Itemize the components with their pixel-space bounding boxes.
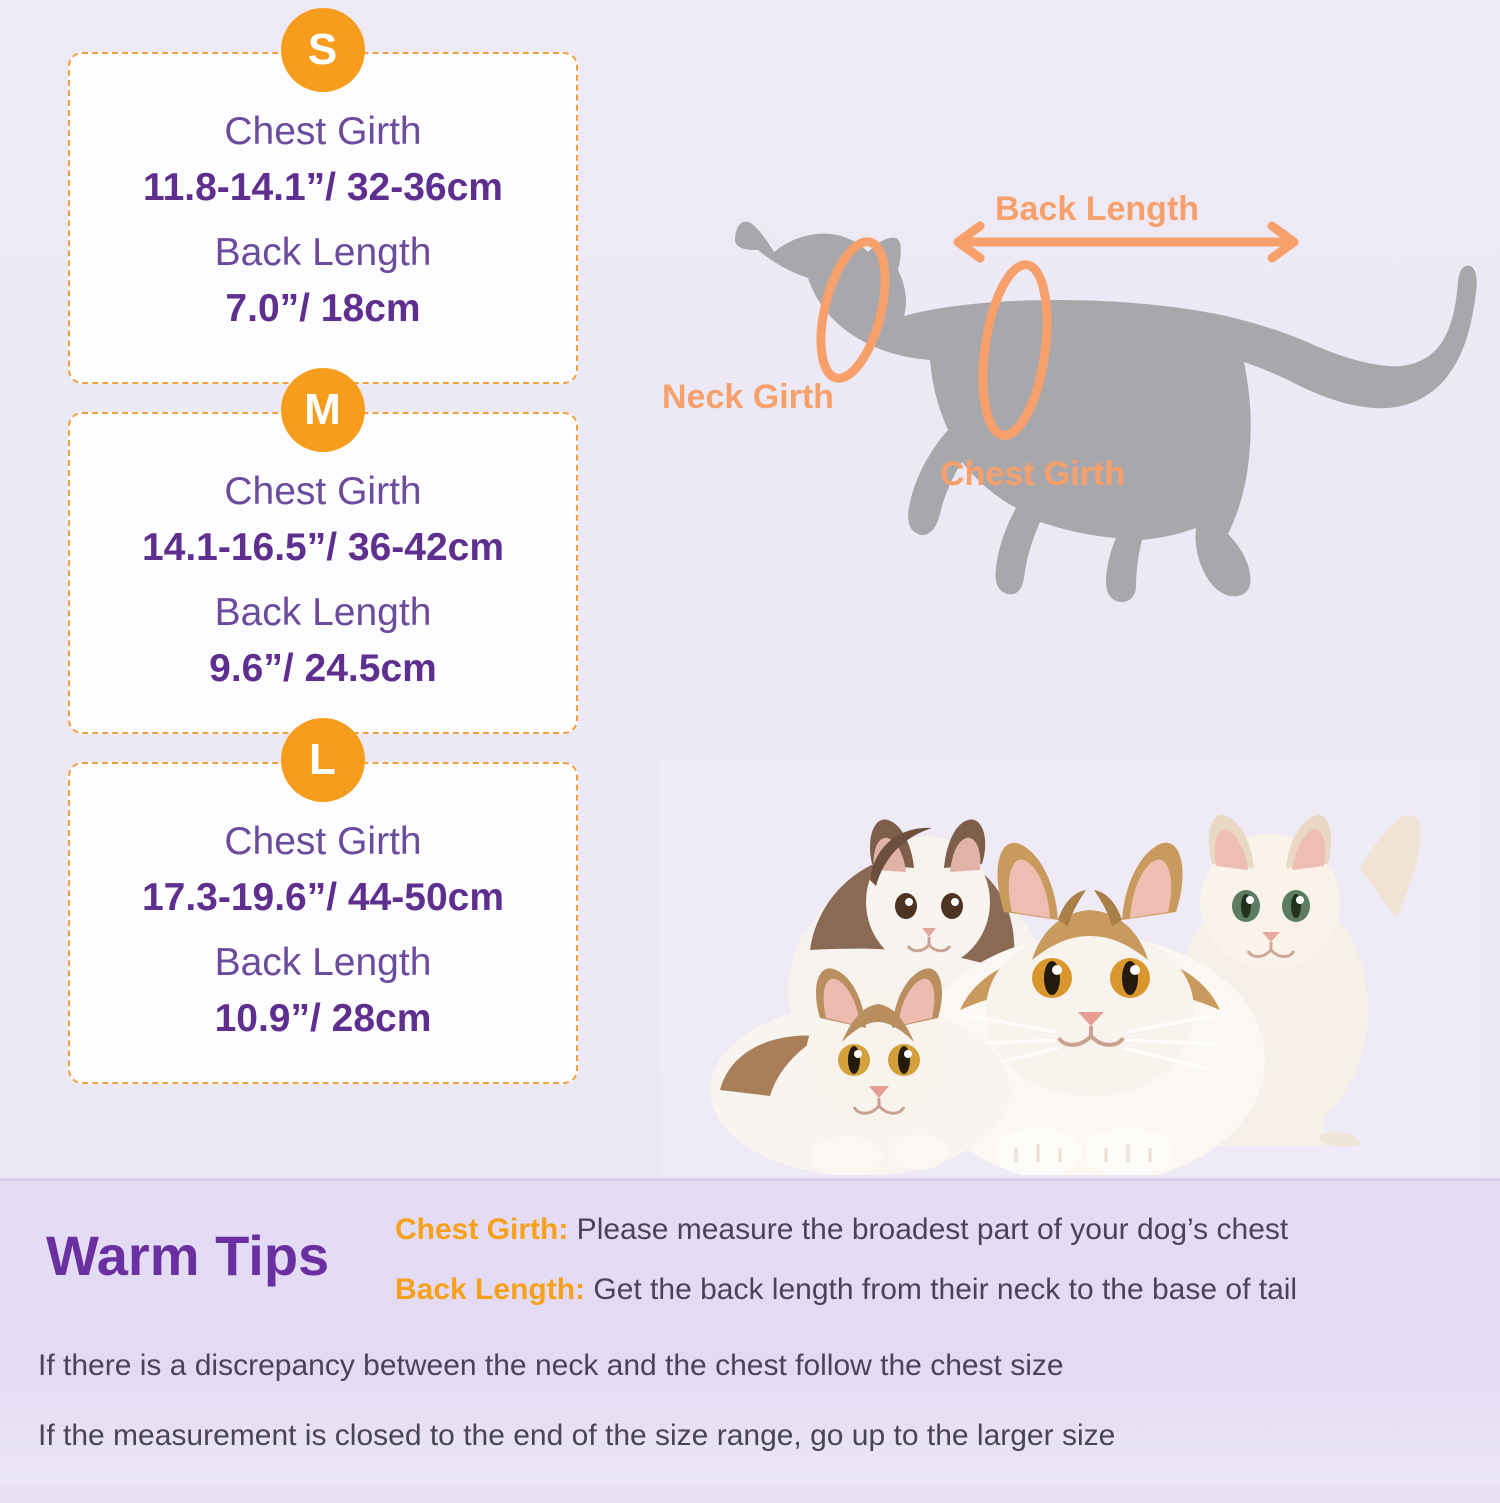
double-arrow-icon xyxy=(958,226,1294,258)
size-badge-s: S xyxy=(281,8,365,92)
bottom-strip xyxy=(0,1485,1500,1503)
four-cats-photo-illustration xyxy=(660,760,1480,1175)
tip-line-discrepancy: If there is a discrepancy between the neck and the chest follow the chest size xyxy=(38,1349,1064,1382)
back-length-value-s: 7.0”/ 18cm xyxy=(225,286,421,330)
back-length-label-s: Back Length xyxy=(214,231,432,275)
back-length-value-l: 10.9”/ 28cm xyxy=(214,996,432,1040)
tip-back-length-text: Get the back length from their neck to the base of tail xyxy=(585,1273,1298,1306)
tip-line-size-range: If the measurement is closed to the end of the size range, go up to the larger size xyxy=(38,1419,1116,1452)
tip-chest-girth-text: Please measure the broadest part of your dog’s chest xyxy=(568,1213,1289,1246)
back-length-label-m: Back Length xyxy=(214,591,432,635)
tip-back-length xyxy=(395,1273,1297,1307)
size-badge-l: L xyxy=(281,718,365,802)
chest-girth-label-s: Chest Girth xyxy=(224,110,422,153)
tip-chest-girth xyxy=(395,1213,1288,1247)
size-card-medium xyxy=(68,385,578,734)
diagram-back-length-label: Back Length xyxy=(995,190,1200,228)
chest-girth-value-m: 14.1-16.5”/ 36-42cm xyxy=(141,525,505,569)
diagram-neck-girth-label: Neck Girth xyxy=(662,378,834,416)
tip-chest-girth-key: Chest Girth: xyxy=(395,1213,569,1246)
size-card-large xyxy=(68,735,578,1084)
size-card-list xyxy=(68,25,578,1112)
tip-back-length-key: Back Length: xyxy=(395,1273,586,1306)
warm-tips-title: Warm Tips xyxy=(46,1224,330,1287)
chest-girth-label-l: Chest Girth xyxy=(224,820,422,863)
chest-girth-value-s: 11.8-14.1”/ 32-36cm xyxy=(143,165,503,209)
chest-girth-label-m: Chest Girth xyxy=(224,470,422,513)
back-length-value-m: 9.6”/ 24.5cm xyxy=(209,646,437,690)
warm-tips-section xyxy=(0,1178,1500,1503)
cats-photo xyxy=(660,760,1480,1175)
size-badge-m: M xyxy=(281,368,365,452)
size-card-small xyxy=(68,25,578,384)
measurement-diagram xyxy=(640,120,1480,640)
back-length-label-l: Back Length xyxy=(214,941,432,985)
diagram-chest-girth-label: Chest Girth xyxy=(940,455,1126,493)
chest-girth-value-l: 17.3-19.6”/ 44-50cm xyxy=(141,875,505,919)
